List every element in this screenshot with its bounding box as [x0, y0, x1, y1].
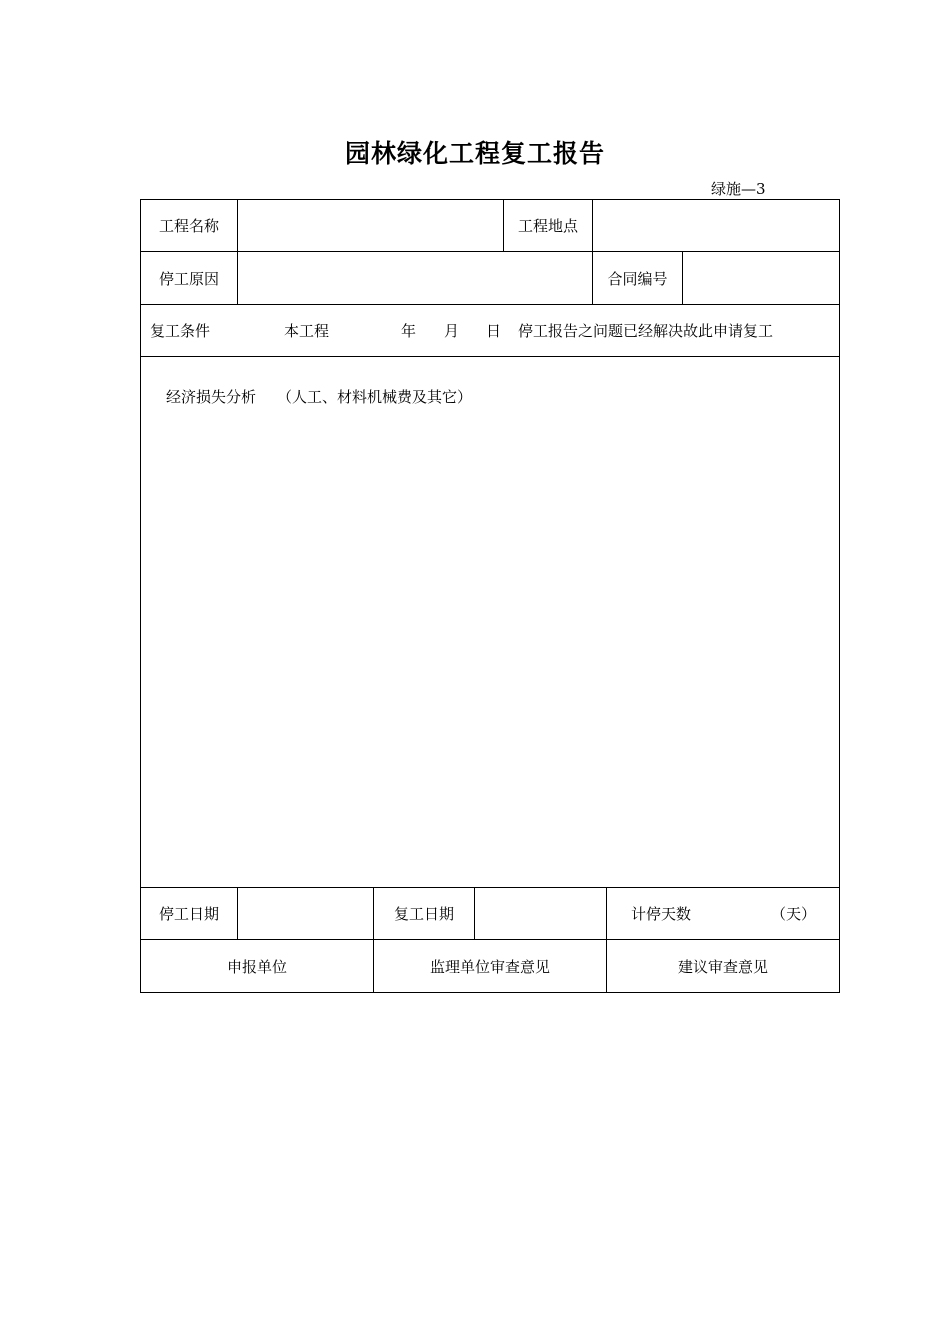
- table-border-right: [839, 199, 840, 993]
- form-code: 绿施—3: [711, 180, 766, 198]
- resume-condition-part2: 停工报告之问题已经解决故此申请复工: [518, 322, 774, 340]
- report-form-table: [140, 199, 840, 993]
- applicant-label: 申报单位: [226, 957, 287, 976]
- contract-no-field[interactable]: [683, 252, 839, 304]
- loss-analysis-note: （人工、材料机械费及其它）: [277, 388, 473, 406]
- project-location-label: 工程地点: [517, 217, 578, 235]
- resume-condition-row: [141, 305, 839, 356]
- resume-condition-part1: 本工程: [284, 322, 330, 340]
- stop-days-label: 计停天数: [631, 905, 692, 923]
- project-name-field[interactable]: [238, 200, 503, 251]
- resume-condition-label: 复工条件: [150, 322, 211, 340]
- stop-days-cell[interactable]: [607, 888, 839, 939]
- stop-reason-field[interactable]: [238, 252, 592, 304]
- stop-reason-label: 停工原因: [158, 269, 219, 288]
- loss-analysis-area[interactable]: [141, 357, 839, 887]
- stop-days-unit: （天）: [771, 905, 817, 923]
- loss-analysis-label: 经济损失分析: [166, 388, 257, 406]
- project-location-field[interactable]: [593, 200, 839, 251]
- table-border-bottom: [140, 992, 840, 993]
- contract-no-label: 合同编号: [607, 269, 668, 288]
- resume-condition-month: 月: [444, 322, 460, 340]
- resume-condition-year: 年: [401, 322, 417, 340]
- construction-opinion-label: 建议审查意见: [677, 957, 768, 976]
- stop-date-field[interactable]: [238, 888, 373, 939]
- supervisor-opinion-label: 监理单位审查意见: [429, 957, 550, 976]
- resume-condition-day: 日: [486, 322, 502, 340]
- resume-date-label: 复工日期: [393, 905, 454, 923]
- document-title: 园林绿化工程复工报告: [344, 139, 605, 168]
- stop-date-label: 停工日期: [158, 905, 219, 923]
- project-name-label: 工程名称: [158, 217, 219, 235]
- resume-date-field[interactable]: [475, 888, 606, 939]
